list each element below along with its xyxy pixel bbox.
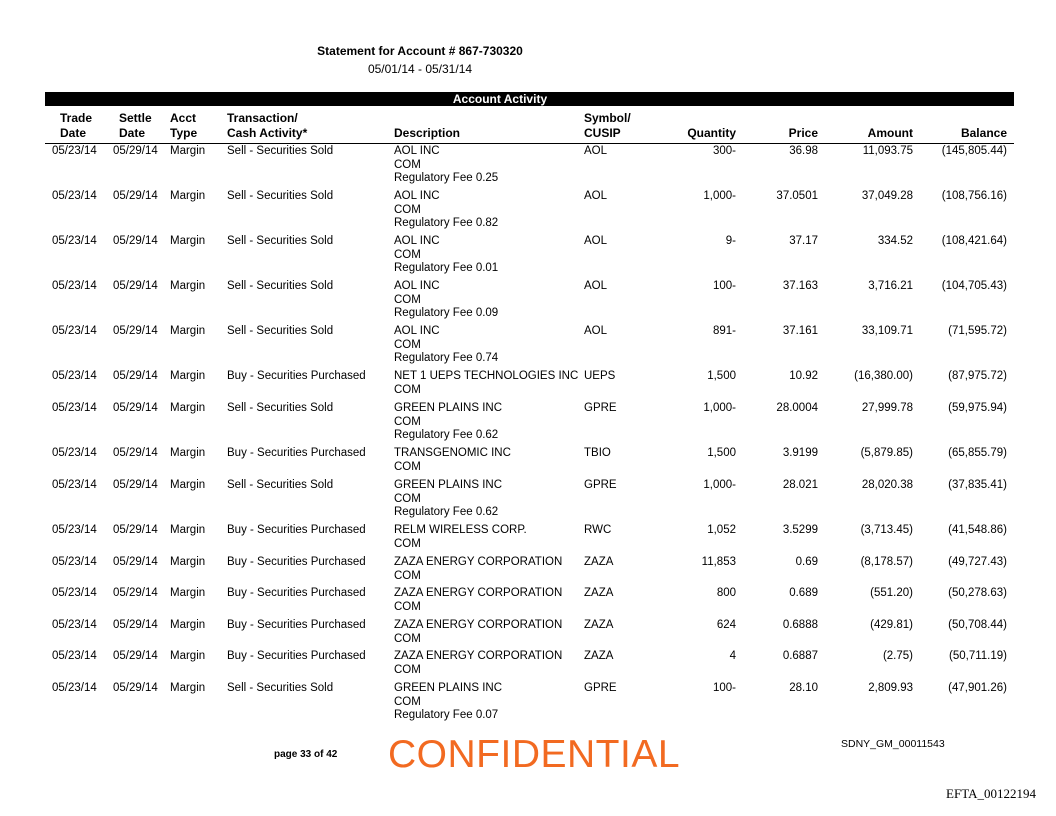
cell-balance: (37,835.41)	[948, 479, 1007, 491]
security-name: AOL INC	[394, 325, 440, 337]
cell-transaction: Buy - Securities Purchased	[227, 650, 366, 662]
security-name: AOL INC	[394, 145, 440, 157]
security-class: COM	[394, 632, 421, 645]
cell-amount: 37,049.28	[861, 190, 913, 202]
cell-acct-type: Margin	[170, 280, 206, 292]
cell-trade-date: 05/23/14	[52, 587, 97, 599]
security-class: COM	[394, 293, 421, 306]
confidential-stamp: CONFIDENTIAL	[388, 733, 681, 776]
cell-price: 3.9199	[782, 447, 818, 459]
regulatory-fee: Regulatory Fee 0.62	[394, 506, 499, 518]
cell-settle-date: 05/29/14	[113, 619, 158, 631]
cell-transaction: Sell - Securities Sold	[227, 682, 334, 694]
cell-balance: (47,901.26)	[948, 682, 1007, 694]
cell-trade-date: 05/23/14	[52, 190, 97, 202]
col-acct-type: Acct Type	[170, 111, 198, 140]
security-name: GREEN PLAINS INC	[394, 479, 502, 491]
security-class: COM	[394, 460, 421, 473]
page-number: page 33 of 42	[274, 749, 338, 760]
security-class: COM	[394, 663, 421, 676]
bates-number: SDNY_GM_00011543	[841, 738, 945, 750]
cell-symbol: AOL	[584, 190, 608, 202]
cell-balance: (145,805.44)	[941, 145, 1007, 157]
regulatory-fee: Regulatory Fee 0.09	[394, 307, 499, 319]
cell-description	[394, 556, 582, 583]
cell-trade-date: 05/23/14	[52, 479, 97, 491]
cell-price: 37.0501	[776, 190, 818, 202]
cell-amount: (5,879.85)	[860, 447, 913, 459]
security-name: AOL INC	[394, 280, 440, 292]
cell-amount: (8,178.57)	[860, 556, 913, 568]
cell-description	[394, 619, 582, 646]
security-class: COM	[394, 415, 421, 428]
cell-trade-date: 05/23/14	[52, 556, 97, 568]
header-divider	[45, 143, 1014, 144]
cell-acct-type: Margin	[170, 650, 206, 662]
cell-description	[394, 145, 582, 186]
cell-settle-date: 05/29/14	[113, 235, 158, 247]
cell-symbol: AOL	[584, 325, 608, 337]
cell-balance: (104,705.43)	[941, 280, 1007, 292]
cell-trade-date: 05/23/14	[52, 325, 97, 337]
cell-trade-date: 05/23/14	[52, 145, 97, 157]
cell-amount: (16,380.00)	[854, 370, 913, 382]
cell-balance: (50,708.44)	[948, 619, 1007, 631]
cell-transaction: Buy - Securities Purchased	[227, 556, 366, 568]
cell-settle-date: 05/29/14	[113, 650, 158, 662]
cell-transaction: Sell - Securities Sold	[227, 479, 334, 491]
cell-acct-type: Margin	[170, 447, 206, 459]
cell-settle-date: 05/29/14	[113, 587, 158, 599]
cell-trade-date: 05/23/14	[52, 524, 97, 536]
security-name: RELM WIRELESS CORP.	[394, 524, 527, 536]
cell-amount: (551.20)	[870, 587, 913, 599]
cell-transaction: Sell - Securities Sold	[227, 402, 334, 414]
security-class: COM	[394, 695, 421, 708]
cell-amount: 3,716.21	[868, 280, 913, 292]
cell-transaction: Buy - Securities Purchased	[227, 447, 366, 459]
cell-amount: (429.81)	[870, 619, 913, 631]
cell-symbol: TBIO	[584, 447, 611, 459]
cell-symbol: ZAZA	[584, 619, 614, 631]
cell-settle-date: 05/29/14	[113, 280, 158, 292]
cell-symbol: GPRE	[584, 479, 617, 491]
cell-quantity: 4	[729, 650, 736, 662]
cell-trade-date: 05/23/14	[52, 619, 97, 631]
security-name: ZAZA ENERGY CORPORATION	[394, 619, 563, 631]
cell-transaction: Sell - Securities Sold	[227, 280, 334, 292]
cell-amount: 334.52	[877, 235, 913, 247]
security-class: COM	[394, 338, 421, 351]
cell-settle-date: 05/29/14	[113, 479, 158, 491]
cell-description	[394, 325, 582, 366]
cell-symbol: UEPS	[584, 370, 616, 382]
cell-balance: (108,756.16)	[941, 190, 1007, 202]
cell-description	[394, 370, 582, 397]
cell-price: 37.161	[782, 325, 818, 337]
cell-symbol: GPRE	[584, 682, 617, 694]
cell-balance: (49,727.43)	[948, 556, 1007, 568]
security-name: GREEN PLAINS INC	[394, 402, 502, 414]
cell-price: 10.92	[789, 370, 818, 382]
col-amount: Amount	[867, 126, 913, 140]
cell-quantity: 300-	[712, 145, 736, 157]
cell-description	[394, 447, 582, 474]
cell-symbol: ZAZA	[584, 650, 614, 662]
statement-title: Statement for Account # 867-730320	[317, 44, 523, 58]
cell-description	[394, 280, 582, 321]
cell-description	[394, 682, 582, 723]
cell-description	[394, 235, 582, 276]
security-name: ZAZA ENERGY CORPORATION	[394, 587, 563, 599]
cell-quantity: 1,500	[707, 447, 736, 459]
col-quantity: Quantity	[687, 126, 736, 140]
cell-quantity: 100-	[712, 280, 736, 292]
cell-settle-date: 05/29/14	[113, 402, 158, 414]
cell-amount: 27,999.78	[861, 402, 913, 414]
security-name: AOL INC	[394, 235, 440, 247]
security-name: GREEN PLAINS INC	[394, 682, 502, 694]
cell-price: 28.0004	[776, 402, 818, 414]
cell-price: 37.163	[782, 280, 818, 292]
cell-transaction: Buy - Securities Purchased	[227, 370, 366, 382]
cell-settle-date: 05/29/14	[113, 556, 158, 568]
cell-transaction: Sell - Securities Sold	[227, 325, 334, 337]
cell-price: 0.6888	[782, 619, 818, 631]
cell-trade-date: 05/23/14	[52, 235, 97, 247]
cell-price: 0.689	[789, 587, 818, 599]
cell-transaction: Buy - Securities Purchased	[227, 587, 366, 599]
cell-trade-date: 05/23/14	[52, 650, 97, 662]
cell-quantity: 9-	[725, 235, 736, 247]
cell-settle-date: 05/29/14	[113, 524, 158, 536]
cell-quantity: 1,000-	[703, 190, 736, 202]
cell-trade-date: 05/23/14	[52, 447, 97, 459]
security-class: COM	[394, 383, 421, 396]
cell-transaction: Buy - Securities Purchased	[227, 619, 366, 631]
security-name: NET 1 UEPS TECHNOLOGIES INC	[394, 370, 579, 382]
cell-acct-type: Margin	[170, 190, 206, 202]
col-transaction: Transaction/ Cash Activity*	[227, 111, 308, 140]
cell-quantity: 1,000-	[703, 479, 736, 491]
cell-acct-type: Margin	[170, 235, 206, 247]
regulatory-fee: Regulatory Fee 0.82	[394, 217, 499, 229]
cell-symbol: ZAZA	[584, 556, 614, 568]
cell-amount: (2.75)	[882, 650, 913, 662]
cell-trade-date: 05/23/14	[52, 280, 97, 292]
cell-balance: (50,711.19)	[949, 650, 1007, 662]
cell-amount: 28,020.38	[861, 479, 913, 491]
regulatory-fee: Regulatory Fee 0.07	[394, 709, 499, 721]
cell-quantity: 100-	[712, 682, 736, 694]
cell-settle-date: 05/29/14	[113, 682, 158, 694]
cell-symbol: AOL	[584, 235, 608, 247]
col-trade-date: Trade Date	[60, 111, 93, 140]
cell-description	[394, 650, 582, 677]
cell-settle-date: 05/29/14	[113, 145, 158, 157]
cell-amount: (3,713.45)	[860, 524, 913, 536]
cell-quantity: 1,052	[707, 524, 736, 536]
cell-balance: (87,975.72)	[948, 370, 1007, 382]
cell-settle-date: 05/29/14	[113, 190, 158, 202]
cell-description	[394, 190, 582, 231]
cell-acct-type: Margin	[170, 402, 206, 414]
cell-symbol: AOL	[584, 280, 608, 292]
cell-symbol: GPRE	[584, 402, 617, 414]
cell-price: 0.6887	[782, 650, 818, 662]
cell-description	[394, 524, 582, 551]
security-class: COM	[394, 203, 421, 216]
efta-number: EFTA_00122194	[946, 786, 1036, 801]
cell-balance: (65,855.79)	[948, 447, 1007, 459]
regulatory-fee: Regulatory Fee 0.01	[394, 262, 499, 274]
statement-period: 05/01/14 - 05/31/14	[367, 62, 473, 76]
cell-price: 37.17	[789, 235, 818, 247]
cell-settle-date: 05/29/14	[113, 447, 158, 459]
cell-trade-date: 05/23/14	[52, 370, 97, 382]
security-class: COM	[394, 158, 421, 171]
regulatory-fee: Regulatory Fee 0.62	[394, 429, 499, 441]
cell-acct-type: Margin	[170, 145, 206, 157]
cell-price: 0.69	[795, 556, 818, 568]
cell-description	[394, 402, 582, 443]
cell-description	[394, 587, 582, 614]
cell-balance: (59,975.94)	[948, 402, 1007, 414]
cell-symbol: AOL	[584, 145, 608, 157]
security-name: ZAZA ENERGY CORPORATION	[394, 650, 563, 662]
col-balance: Balance	[960, 126, 1007, 140]
cell-transaction: Sell - Securities Sold	[227, 145, 334, 157]
cell-acct-type: Margin	[170, 325, 206, 337]
cell-price: 36.98	[789, 145, 818, 157]
cell-settle-date: 05/29/14	[113, 370, 158, 382]
cell-amount: 33,109.71	[861, 325, 913, 337]
security-name: TRANSGENOMIC INC	[394, 447, 511, 459]
security-class: COM	[394, 248, 421, 261]
cell-acct-type: Margin	[170, 524, 206, 536]
col-symbol: Symbol/ CUSIP	[584, 111, 631, 140]
cell-description	[394, 479, 582, 520]
regulatory-fee: Regulatory Fee 0.25	[394, 172, 499, 184]
cell-price: 28.10	[789, 682, 818, 694]
regulatory-fee: Regulatory Fee 0.74	[394, 352, 499, 364]
cell-symbol: RWC	[584, 524, 612, 536]
cell-acct-type: Margin	[170, 682, 206, 694]
cell-transaction: Buy - Securities Purchased	[227, 524, 366, 536]
cell-transaction: Sell - Securities Sold	[227, 190, 334, 202]
cell-balance: (71,595.72)	[948, 325, 1007, 337]
cell-amount: 11,093.75	[862, 145, 913, 157]
cell-amount: 2,809.93	[868, 682, 913, 694]
cell-acct-type: Margin	[170, 370, 206, 382]
security-class: COM	[394, 492, 421, 505]
cell-symbol: ZAZA	[584, 587, 614, 599]
cell-trade-date: 05/23/14	[52, 682, 97, 694]
security-class: COM	[394, 600, 421, 613]
cell-acct-type: Margin	[170, 587, 206, 599]
cell-settle-date: 05/29/14	[113, 325, 158, 337]
cell-quantity: 800	[716, 587, 736, 599]
cell-balance: (41,548.86)	[948, 524, 1007, 536]
cell-price: 28.021	[782, 479, 818, 491]
cell-price: 3.5299	[782, 524, 818, 536]
cell-quantity: 624	[716, 619, 736, 631]
cell-balance: (50,278.63)	[948, 587, 1007, 599]
cell-acct-type: Margin	[170, 556, 206, 568]
cell-quantity: 1,000-	[703, 402, 736, 414]
col-price: Price	[788, 126, 818, 140]
cell-quantity: 891-	[712, 325, 736, 337]
col-settle-date: Settle Date	[119, 111, 152, 140]
cell-balance: (108,421.64)	[941, 235, 1007, 247]
security-class: COM	[394, 537, 421, 550]
cell-transaction: Sell - Securities Sold	[227, 235, 334, 247]
account-activity-header	[45, 92, 1014, 106]
cell-acct-type: Margin	[170, 479, 206, 491]
security-class: COM	[394, 569, 421, 582]
security-name: ZAZA ENERGY CORPORATION	[394, 556, 563, 568]
cell-quantity: 11,853	[701, 556, 736, 568]
cell-trade-date: 05/23/14	[52, 402, 97, 414]
col-description: Description	[394, 126, 461, 140]
account-activity-title: Account Activity	[452, 92, 548, 106]
cell-acct-type: Margin	[170, 619, 206, 631]
cell-quantity: 1,500	[707, 370, 736, 382]
security-name: AOL INC	[394, 190, 440, 202]
